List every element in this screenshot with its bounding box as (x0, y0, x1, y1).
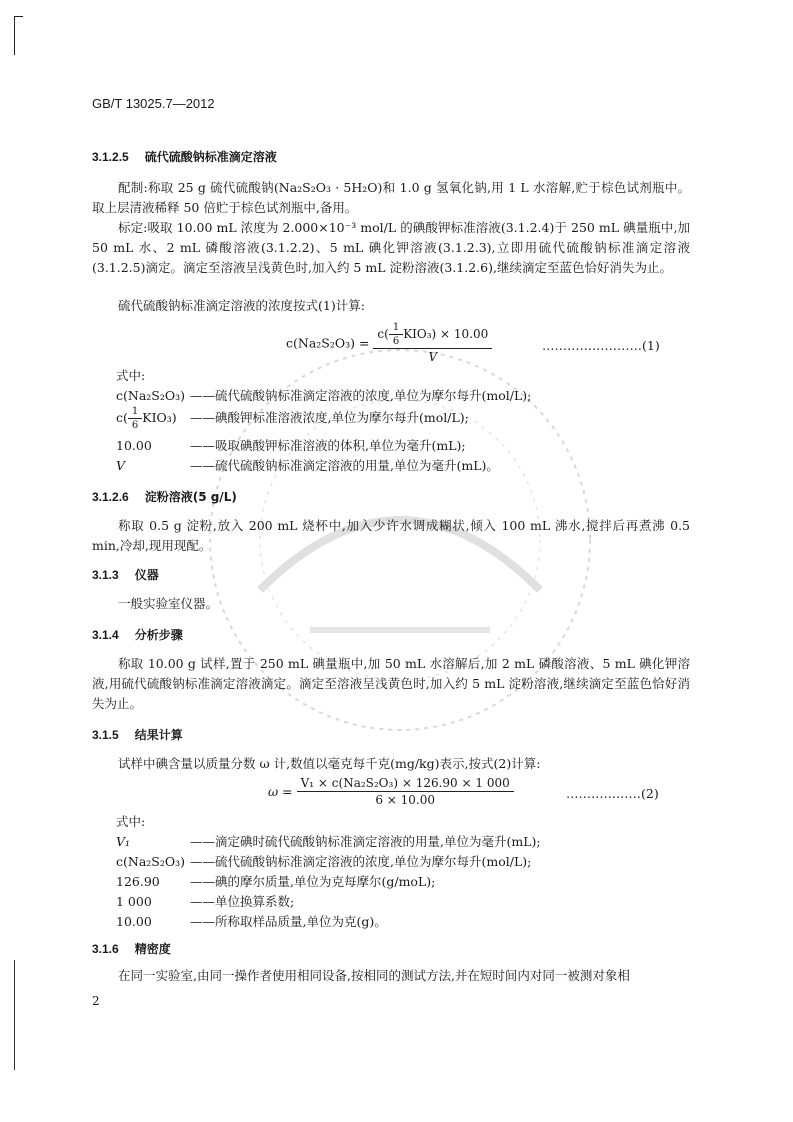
section-heading-316 (92, 940, 171, 957)
section-number: 3.1.6 (92, 942, 119, 956)
formula-2-label: ………………(2) (566, 786, 659, 801)
sixth-denominator: 6 (392, 336, 400, 347)
section-heading-3125 (92, 148, 277, 165)
where-symbol (116, 406, 190, 431)
where-symbol: c(Na₂S₂O₃) (116, 388, 185, 403)
where-description: ——滴定碘时硫代硫酸钠标准滴定溶液的用量,单位为毫升(mL); (190, 834, 541, 849)
where-symbol: 1 000 (116, 894, 152, 909)
section-number: 3.1.2.6 (92, 490, 129, 504)
section-number: 3.1.2.5 (92, 150, 129, 164)
formula-1-num-post: KIO₃) × 10.00 (403, 327, 489, 341)
where-description: ——吸取碘酸钾标准溶液的体积,单位为毫升(mL); (190, 438, 466, 453)
section-number: 3.1.4 (92, 628, 119, 642)
section-title: 硫代硫酸钠标准滴定溶液 (144, 150, 277, 164)
formula-2-numerator: V₁ × c(Na₂S₂O₃) × 126.90 × 1 000 (297, 776, 514, 792)
where-row (116, 832, 541, 850)
where-description: ——所称取样品质量,单位为克(g)。 (190, 914, 387, 929)
section-title: 分析步骤 (134, 628, 183, 642)
sym-sixth (128, 406, 142, 431)
section-number: 3.1.3 (92, 568, 119, 582)
where-symbol: 126.90 (116, 874, 160, 889)
paragraph-precision: 在同一实验室,由同一操作者使用相同设备,按相同的测试方法,并在短时间内对同一被测对象相 (118, 968, 630, 983)
where-symbol: V (116, 458, 126, 473)
formula-1-lhs: c(Na₂S₂O₃) = (286, 335, 370, 351)
where-row (116, 912, 387, 930)
where-symbol: 10.00 (116, 438, 152, 453)
formula-1 (286, 322, 492, 364)
formula-1-numerator (373, 322, 492, 349)
document-header: GB/T 13025.7—2012 (92, 96, 215, 111)
where-description: ——硫代硫酸钠标准滴定溶液的用量,单位为毫升(mL)。 (190, 458, 499, 473)
section-heading-314 (92, 626, 183, 643)
paragraph-result-intro: 试样中碘含量以质量分数 ω 计,数值以毫克每千克(mg/kg)表示,按式(2)计算: (118, 756, 541, 771)
left-margin-rule (14, 960, 15, 1070)
sym-post: KIO₃) (142, 410, 177, 425)
paragraph-concentration-intro: 硫代硫酸钠标准滴定溶液的浓度按式(1)计算: (118, 298, 365, 313)
section-heading-3126 (92, 488, 237, 505)
formula-1-label: ……………………(1) (542, 338, 660, 353)
section-title: 淀粉溶液(5 g/L) (144, 490, 237, 504)
paragraph-procedure: 称取 10.00 g 试样,置于 250 mL 碘量瓶中,加 50 mL 水溶解后,加 2 mL 磷酸溶液、5 mL 碘化钾溶液,用硫代硫酸钠标准滴定溶液滴定。滴定至溶液呈浅黄色时,加入约 5 mL 淀粉溶液,继续滴定至蓝色恰好消失为止。 (92, 656, 690, 711)
paragraph-calibration: 标定:吸取 10.00 mL 浓度为 2.000×10⁻³ mol/L 的碘酸钾标准溶液(3.1.2.4)于 250 mL 碘量瓶中,加 50 mL 水、2 mL 磷酸溶液(3.1.2.2)、5 mL 碘化钾溶液(3.1.2.3),立即用硫代硫酸钠标准滴定溶液(3.1.2.5)滴定。滴定至溶液呈浅黄色时,加入约 5 mL 淀粉溶液(3.1.2.6),继续滴定至蓝色恰好消失为止。 (92, 220, 690, 275)
formula-1-num-pre: c( (377, 327, 389, 341)
formula-2-lhs: ω = (268, 784, 293, 799)
formula-2-denominator: 6 × 10.00 (375, 793, 436, 807)
section-title: 精密度 (134, 942, 171, 956)
formula-1-fraction (373, 322, 492, 364)
where-row (116, 892, 294, 910)
paragraph-instrument: 一般实验室仪器。 (118, 596, 219, 611)
section-heading-313 (92, 566, 159, 583)
sym-pre: c( (116, 410, 128, 425)
where-symbol: 10.00 (116, 914, 152, 929)
where-symbol: V₁ (116, 834, 131, 849)
where-row (116, 436, 466, 454)
crop-mark-corner (14, 16, 23, 55)
where-row (116, 852, 531, 870)
formula-2-fraction (297, 776, 514, 807)
sym-sixth-n: 1 (128, 406, 142, 419)
where-label-2: 式中: (116, 814, 146, 829)
section-number: 3.1.5 (92, 728, 119, 742)
sym-sixth-d: 6 (131, 420, 139, 431)
where-label-1: 式中: (116, 368, 146, 383)
page-number: 2 (92, 994, 100, 1008)
formula-2 (268, 776, 514, 807)
section-title: 结果计算 (134, 728, 183, 742)
section-heading-315 (92, 726, 183, 743)
where-row (116, 386, 531, 404)
where-row (116, 872, 435, 890)
where-description: ——硫代硫酸钠标准滴定溶液的浓度,单位为摩尔每升(mol/L); (190, 388, 532, 403)
paragraph-starch: 称取 0.5 g 淀粉,放入 200 mL 烧杯中,加入少许水调成糊状,倾入 100 mL 沸水,搅拌后再煮沸 0.5 min,冷却,现用现配。 (92, 518, 690, 553)
where-description: ——碘酸钾标准溶液浓度,单位为摩尔每升(mol/L); (190, 410, 469, 425)
sixth-numerator: 1 (389, 322, 403, 335)
paragraph-preparation: 配制:称取 25 g 硫代硫酸钠(Na₂S₂O₃ · 5H₂O)和 1.0 g 氢氧化钠,用 1 L 水溶解,贮于棕色试剂瓶中。取上层清液稀释 50 倍贮于棕色试剂瓶中,备用。 (92, 180, 690, 215)
where-description: ——单位换算系数; (190, 894, 295, 909)
where-symbol: c(Na₂S₂O₃) (116, 854, 185, 869)
where-description: ——碘的摩尔质量,单位为克每摩尔(g/moL); (190, 874, 436, 889)
where-row (116, 456, 499, 474)
where-description: ——硫代硫酸钠标准滴定溶液的浓度,单位为摩尔每升(mol/L); (190, 854, 532, 869)
where-row (116, 406, 469, 431)
formula-1-sixth (389, 322, 403, 347)
formula-1-denominator: V (428, 350, 438, 364)
section-title: 仪器 (134, 568, 159, 582)
